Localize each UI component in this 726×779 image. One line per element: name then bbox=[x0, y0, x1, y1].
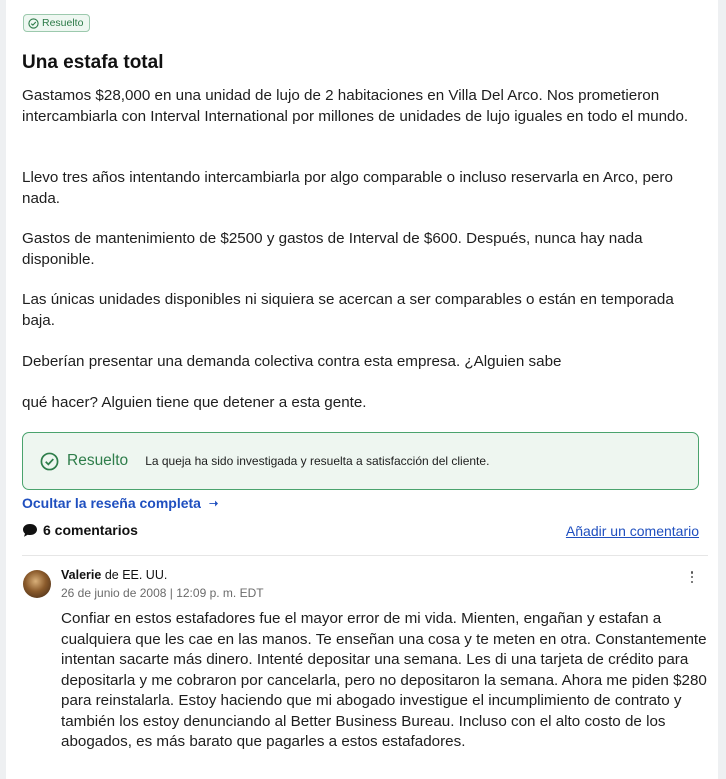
previous-review-edge bbox=[6, 0, 718, 4]
review-paragraph: Las únicas unidades disponibles ni siquiera se acercan a ser comparables o están en temporada baja. bbox=[22, 291, 674, 329]
comment-text: Confiar en estos estafadores fue el mayor error de mi vida. Mienten, engañan y estafan a cualquiera que les cae en las manos. Te enseñan una cosa y te meten en otra. Constantemente intentan sacarte más dinero. Intenté depositar una semana. Les di una tarjeta de crédito para depositarla y me cobraron por cancelarla, pero no depositaron la semana. Ahora me piden $280 para reinstalarla. Estoy haciendo que mi abogado investigue el incumplimiento de contrato y también los estoy denunciando al Better Business Bureau. Incluso con el alto costo de los abogados, es más barato que pagarles a estos estafadores. bbox=[61, 610, 707, 750]
comment-author bbox=[61, 568, 167, 582]
speech-bubble-icon bbox=[22, 523, 38, 538]
comment-author-location: de EE. UU. bbox=[104, 568, 168, 582]
review-paragraph: Deberían presentar una demanda colectiva contra esta empresa. ¿Alguien sabe bbox=[22, 353, 562, 370]
resolved-badge-label: Resuelto bbox=[42, 17, 84, 29]
review-paragraph: Gastos de mantenimiento de $2500 y gastos de Interval de $600. Después, nunca hay nada disponible. bbox=[22, 230, 643, 268]
comment-date: 26 de junio de 2008 | 12:09 p. m. EDT bbox=[61, 586, 264, 600]
check-circle-icon bbox=[40, 452, 59, 471]
review-paragraph: Gastamos $28,000 en una unidad de lujo de 2 habitaciones en Villa Del Arco. Nos prometieron intercambiarla con Interval International por millones de unidades de lujo iguales en todo el mundo. bbox=[22, 87, 689, 125]
hide-full-review-link[interactable] bbox=[22, 495, 218, 511]
comments-count-label: 6 comentarios bbox=[43, 522, 138, 538]
arrow-right-icon: ➝ bbox=[208, 497, 219, 510]
hide-link-label: Ocultar la reseña completa bbox=[22, 495, 201, 511]
more-options-icon[interactable] bbox=[688, 570, 696, 584]
review-paragraph: qué hacer? Alguien tiene que detener a esta gente. bbox=[22, 394, 367, 411]
resolution-title: Resuelto bbox=[67, 452, 129, 469]
resolved-badge bbox=[23, 14, 90, 32]
review-card bbox=[6, 0, 718, 779]
review-title: Una estafa total bbox=[22, 52, 164, 73]
comments-count bbox=[22, 522, 138, 538]
divider bbox=[22, 555, 708, 556]
resolution-notice bbox=[22, 432, 699, 490]
add-comment-link[interactable]: Añadir un comentario bbox=[565, 523, 699, 539]
avatar bbox=[23, 570, 51, 598]
comment-author-name: Valerie bbox=[61, 568, 102, 582]
check-circle-icon bbox=[28, 18, 39, 29]
review-paragraph: Llevo tres años intentando intercambiarla por algo comparable o incluso reservarla en Arco, pero nada. bbox=[22, 169, 673, 207]
resolution-description: La queja ha sido investigada y resuelta a satisfacción del cliente. bbox=[145, 454, 490, 468]
